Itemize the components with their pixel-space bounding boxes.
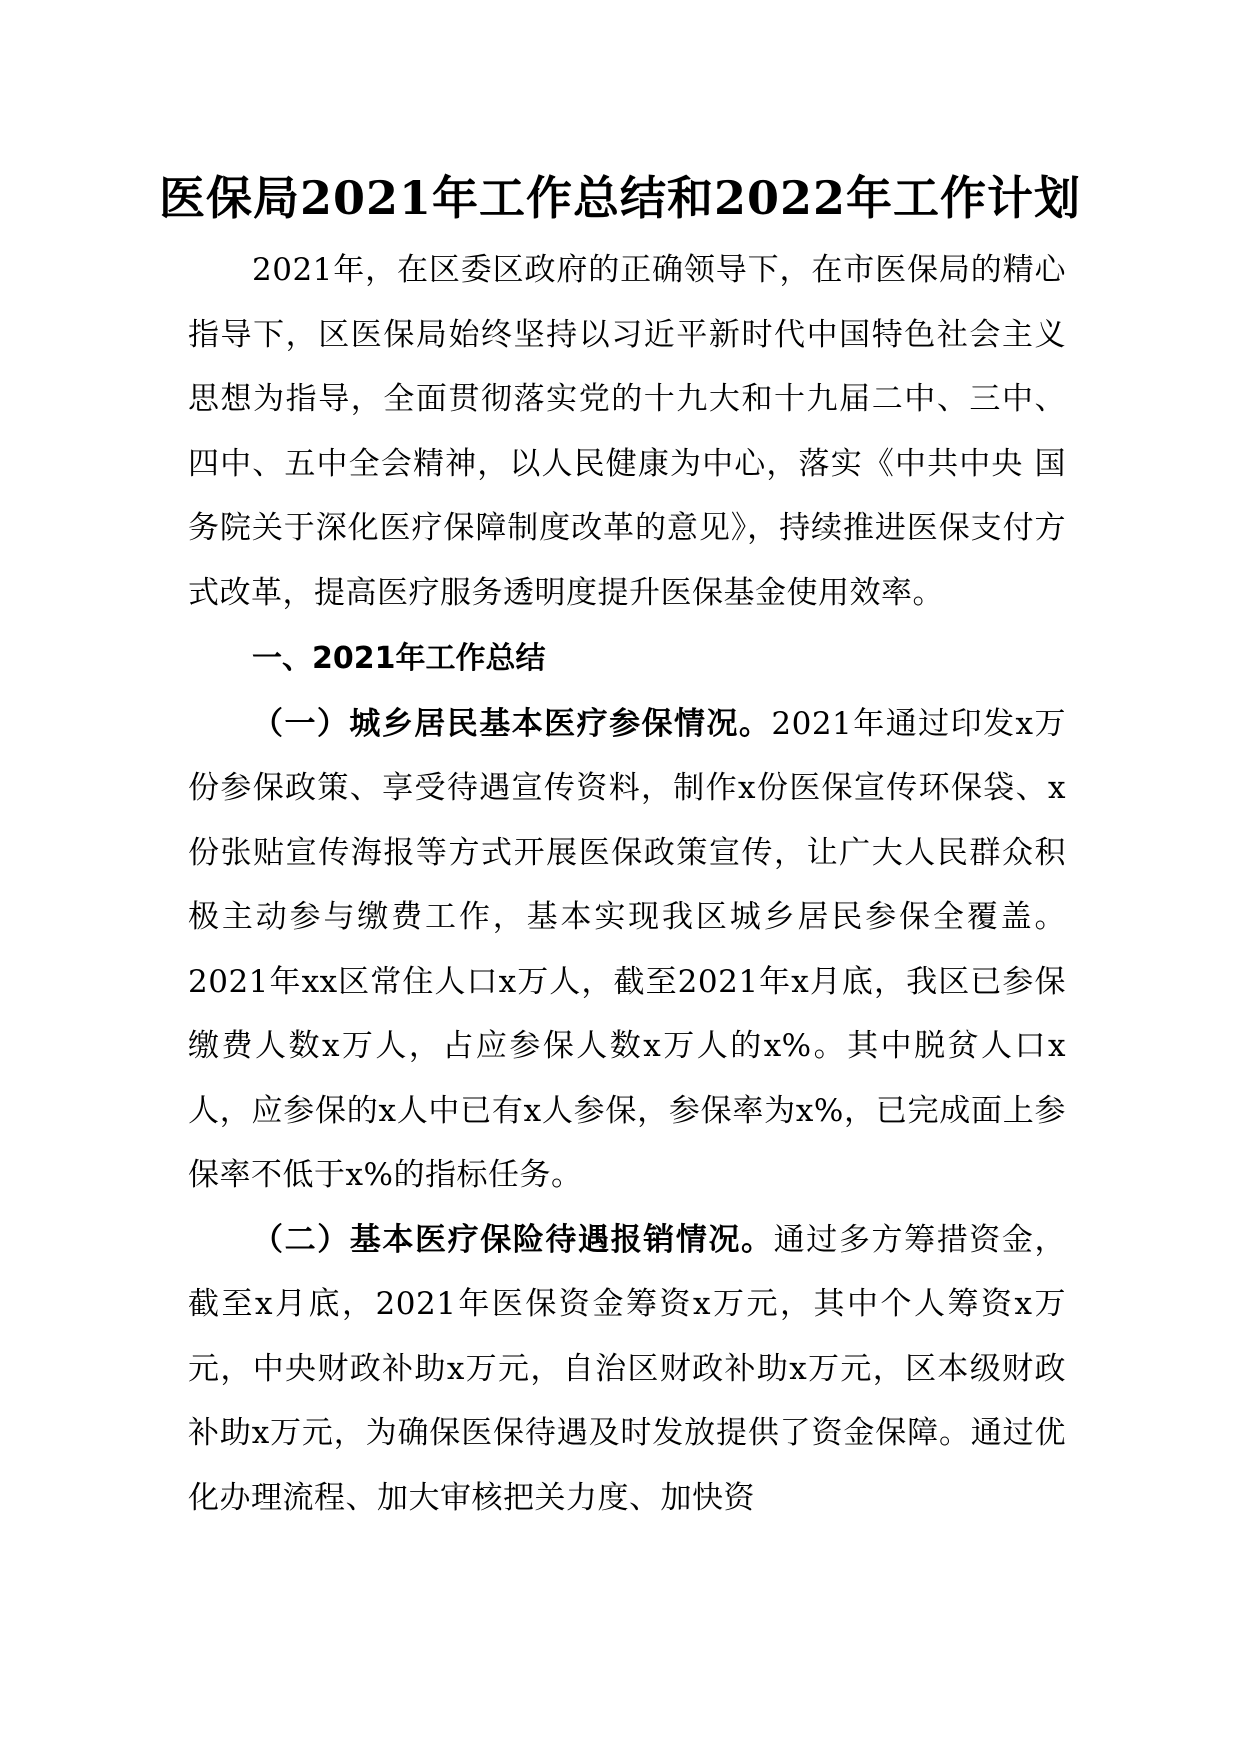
- item-2-paragraph: [188, 1208, 1066, 1531]
- intro-paragraph: 2021年，在区委区政府的正确领导下，在市医保局的精心指导下，区医保局始终坚持以习近平新时代中国特色社会主义思想为指导，全面贯彻落实党的十九大和十九届二中、三中、四中、五中全会精神，以人民健康为中心，落实《中共中央 国务院关于深化医疗保障制度改革的意见》，持续推进医保支付方式改革，提高医疗服务透明度提升医保基金使用效率。: [188, 252, 1066, 611]
- document-title: 医保局2021年工作总结和2022年工作计划: [158, 171, 1082, 225]
- item-2-text: 通过多方筹措资金，截至x月底，2021年医保资金筹资x万元，其中个人筹资x万元，中央财政补助x万元，自治区财政补助x万元，区本级财政补助x万元，为确保医保待遇及时发放提供了资金保障。通过优化办理流程、加大审核把关力度、加快资: [188, 1221, 1067, 1516]
- document-body: [188, 238, 1066, 1530]
- item-1-paragraph: [188, 692, 1066, 1208]
- section-heading: 一、2021年工作总结: [252, 641, 546, 676]
- item-1-lead: （一）城乡居民基本医疗参保情况。: [252, 705, 772, 742]
- item-2-lead: （二）基本医疗保险待遇报销情况。: [252, 1221, 774, 1258]
- item-1-text: 2021年通过印发x万份参保政策、享受待遇宣传资料，制作x份医保宣传环保袋、x份张贴宣传海报等方式开展医保政策宣传，让广大人民群众积极主动参与缴费工作，基本实现我区城乡居民参保全覆盖。2021年xx区常住人口x万人，截至2021年x月底，我区已参保缴费人数x万人，占应参保人数x万人的x%。其中脱贫人口x人，应参保的x人中已有x人参保，参保率为x%，已完成面上参保率不低于x%的指标任务。: [188, 705, 1066, 1193]
